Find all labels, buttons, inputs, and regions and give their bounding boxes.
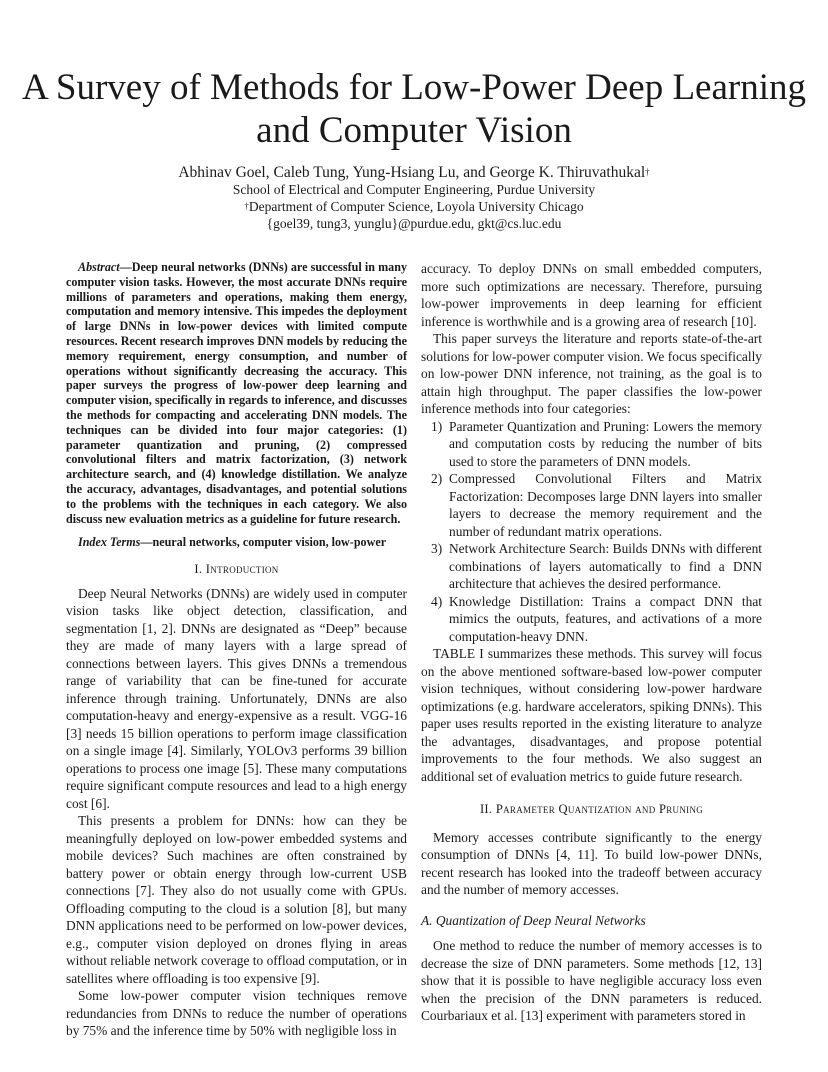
abstract-label: Abstract	[78, 260, 120, 274]
dagger-mark: †	[244, 201, 249, 211]
list-text: Parameter Quantization and Pruning: Lowers the memory and computation costs by reducing the number of bits used to store the parameters of DNN models.	[449, 418, 762, 469]
author-emails: {goel39, tung3, yunglu}@purdue.edu, gkt@cs.luc.edu	[266, 216, 562, 231]
list-item	[421, 540, 762, 593]
intro-paragraph-2: This presents a problem for DNNs: how can they be meaningfully deployed on low-power embedded systems and mobile devices? Such machines are often constrained by battery power or obtain energy through low-current USB connections [7]. They also do not usually come with GPUs. Offloading computing to the cloud is a solution [8], but many DNN applications need to be performed on low-power devices, e.g., computer vision deployed on drones flying in areas without reliable network coverage to offload computation, or in satellites where offloading is too expensive [9].	[66, 813, 407, 986]
list-number: 4)	[431, 593, 443, 609]
affiliation-loyola	[0, 198, 828, 215]
list-number: 3)	[431, 541, 443, 556]
dagger-mark: †	[645, 167, 650, 177]
affiliation-loyola-text: Department of Computer Science, Loyola University Chicago	[248, 199, 584, 214]
list-text: Compressed Convolutional Filters and Matrix Factorization: Decomposes large DNN layers into smaller layers to decrease the memory requirement and the number of redundant matrix operations.	[449, 471, 762, 539]
section2a-paragraph-1: One method to reduce the number of memory accesses is to decrease the size of DNN parameters. Some methods [12, 13] show that it is possible to have negligible accuracy loss even when the precision of the DNN parameters is reduced. Courbariaux et al. [13] experiment with parameters stored in	[421, 938, 762, 1023]
author-names: Abhinav Goel, Caleb Tung, Yung-Hsiang Lu, and George K. Thiruvathukal	[178, 164, 646, 181]
intro-paragraph-3: Some low-power computer vision techniques remove redundancies from DNNs to reduce the number of operations by 75% and the inference time by 50% with negligible loss in	[66, 988, 407, 1039]
author-list	[0, 163, 828, 182]
list-item	[421, 470, 762, 540]
section-heading-introduction: I. Introduction	[194, 562, 279, 577]
intro-paragraph-5: TABLE I summarizes these methods. This survey will focus on the above mentioned software-based low-power computer vision techniques, without considering low-power hardware optimizations (e.g. hardware accelerators, spiking DNNs). This paper uses results reported in the existing literature to analyze the advantages, disadvantages, and propose potential improvements to the four methods. We also suggest an additional set of evaluation metrics to guide future research.	[421, 646, 762, 784]
index-terms-label: Index Terms	[78, 535, 141, 550]
list-text: Network Architecture Search: Builds DNNs with different combinations of layers automatically to find a DNN architecture that achieves the desired performance.	[449, 541, 762, 591]
method-category-list	[421, 418, 762, 646]
abstract-text: —Deep neural networks (DNNs) are successful in many computer vision tasks. However, the most accurate DNNs require millions of parameters and operations, making them energy, computation and memory intensive. This impedes the deployment of large DNNs in low-power devices with limited compute resources. Recent research improves DNN models by reducing the memory requirement, energy consumption, and number of operations without significantly decreasing the accuracy. This paper surveys the progress of low-power deep learning and computer vision, specifically in regards to inference, and discusses the methods for compacting and accelerating DNN models. The techniques can be divided into four major categories: (1) parameter quantization and pruning, (2) compressed convolutional filters and matrix factorization, (3) network architecture search, and (4) knowledge distillation. We analyze the accuracy, advantages, disadvantages, and potential solutions to the problems with the techniques in each category. We also discuss new evaluation metrics as a guideline for future research.	[66, 260, 407, 526]
affiliation-purdue: School of Electrical and Computer Engineering, Purdue University	[232, 182, 596, 197]
abstract	[66, 260, 407, 526]
list-item	[421, 418, 762, 471]
list-number: 2)	[431, 471, 443, 486]
intro-paragraph-4: This paper surveys the literature and reports state-of-the-art solutions for low-power computer vision. We focus specifically on low-power DNN inference, not training, as the goal is to attain high throughput. The paper classifies the low-power inference methods into four categories:	[421, 331, 762, 416]
index-terms-text: —neural networks, computer vision, low-power	[140, 535, 387, 550]
section2-paragraph-1: Memory accesses contribute significantly to the energy consumption of DNNs [4, 11]. To build low-power DNNs, recent research has looked into the tradeoff between accuracy and the number of memory accesses.	[421, 829, 762, 897]
paper-title: A Survey of Methods for Low-Power Deep Learning and Computer Vision	[21, 67, 806, 151]
intro-paragraph-1: Deep Neural Networks (DNNs) are widely used in computer vision tasks like object detection, classification, and segmentation [1, 2]. DNNs are designated as “Deep” because they are made of many layers with a large spread of connections between layers. This gives DNNs a tremendous range of variability that can be fine-tuned for accurate inference through training. Unfortunately, DNNs are also computation-heavy and energy-expensive as a result. VGG-16 [3] needs 15 billion operations to perform image classification on a single image [4]. Similarly, YOLOv3 performs 39 billion operations to process one image [5]. These many computations require significant compute resources and lead to a high energy cost [6].	[66, 585, 407, 811]
index-terms	[66, 535, 407, 550]
list-item	[421, 593, 762, 646]
list-text: Knowledge Distillation: Trains a compact DNN that mimics the outputs, features, and activations of a more computation-heavy DNN.	[449, 593, 762, 644]
right-column	[421, 260, 762, 1025]
subsection-heading-quantization: A. Quantization of Deep Neural Networks	[421, 912, 646, 928]
section-heading-quantization-pruning: II. Parameter Quantization and Pruning	[479, 802, 704, 816]
left-column	[66, 260, 407, 1040]
list-number: 1)	[431, 418, 443, 434]
intro-paragraph-3-continued: accuracy. To deploy DNNs on small embedded computers, more such optimizations are necessary. Therefore, pursuing low-power improvements in deep learning for efficient inference is worthwhile and is a growing area of research [10].	[421, 261, 762, 329]
